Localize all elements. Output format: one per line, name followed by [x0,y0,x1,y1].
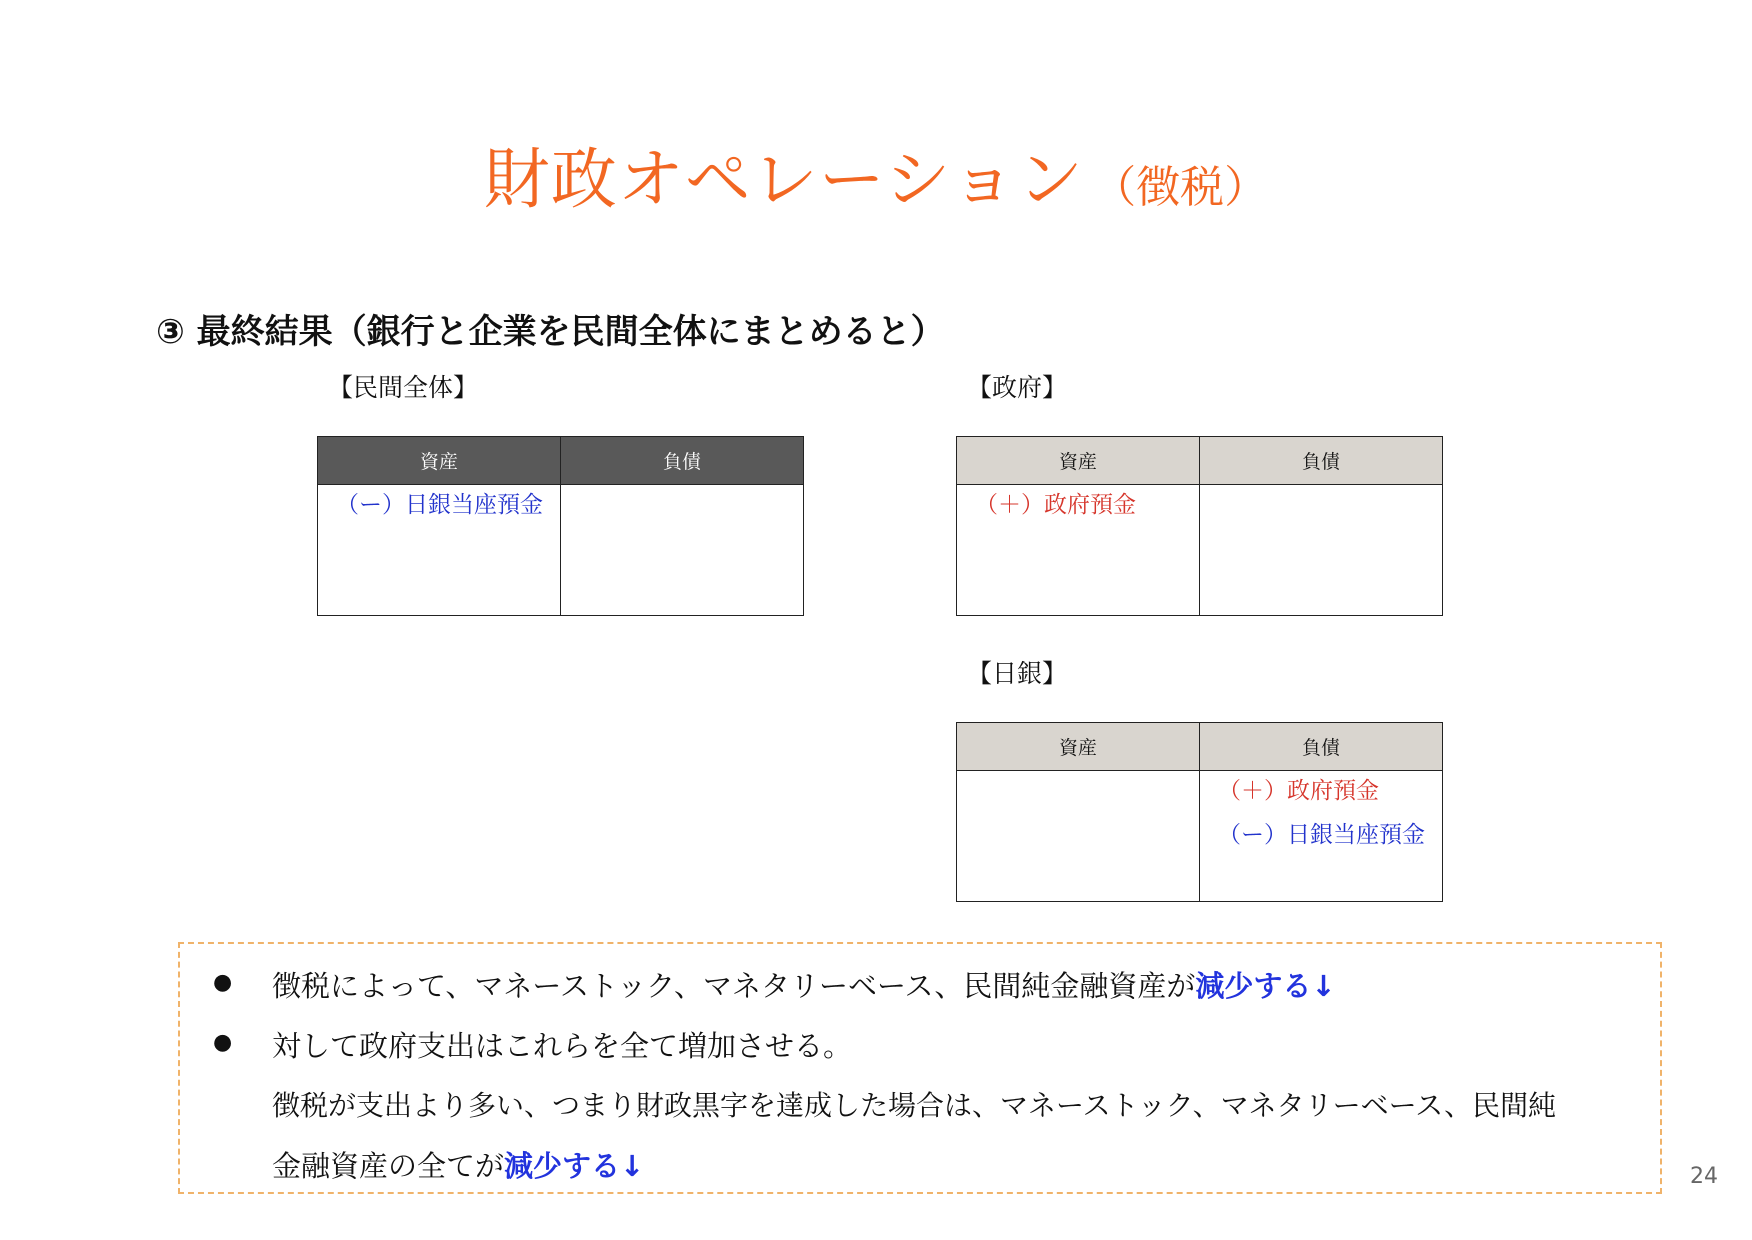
government-label: 【政府】 [967,373,1068,402]
asset-entry: （＋）政府預金 [975,492,1136,518]
assets-cell [957,771,1200,902]
liability-entry: （＋）政府預金 [1218,778,1379,804]
assets-cell [957,485,1200,616]
liabilities-header: 負債 [561,437,804,485]
assets-header: 資産 [957,437,1200,485]
government-balance-sheet [956,436,1443,616]
note-line-4: 金融資産の全てが減少する↓ [272,1149,645,1183]
assets-cell [318,485,561,616]
page-number: 24 [1690,1164,1718,1189]
liabilities-cell [1200,771,1443,902]
private-sector-balance-sheet [317,436,804,616]
title-main: 財政オペレーション [483,141,1085,218]
liabilities-cell [561,485,804,616]
note-line-2: 対して政府支出はこれらを全て増加させる。 [272,1029,853,1063]
section-heading: ③ 最終結果（銀行と企業を民間全体にまとめると） [156,312,945,352]
assets-header: 資産 [318,437,561,485]
boj-label: 【日銀】 [967,659,1068,688]
page-title [0,126,1752,221]
bullet-icon: ● [213,970,233,995]
liabilities-cell [1200,485,1443,616]
liabilities-header: 負債 [1200,723,1443,771]
notes-box [178,942,1662,1194]
asset-entry: （ー）日銀当座預金 [336,492,543,518]
bullet-icon: ● [213,1030,233,1055]
assets-header: 資産 [957,723,1200,771]
note-line-1: 徴税によって、マネーストック、マネタリーベース、民間純金融資産が減少する↓ [272,969,1336,1003]
emphasis-decrease: 減少する↓ [1195,969,1336,1003]
liability-entry: （ー）日銀当座預金 [1218,822,1425,848]
title-sub: （徴税） [1092,162,1269,213]
note-line-3: 徴税が支出より多い、つまり財政黒字を達成した場合は、マネーストック、マネタリーベース、民間純 [272,1089,1557,1122]
liabilities-header: 負債 [1200,437,1443,485]
boj-balance-sheet [956,722,1443,902]
private-sector-label: 【民間全体】 [328,373,479,402]
emphasis-decrease: 減少する↓ [504,1149,645,1183]
